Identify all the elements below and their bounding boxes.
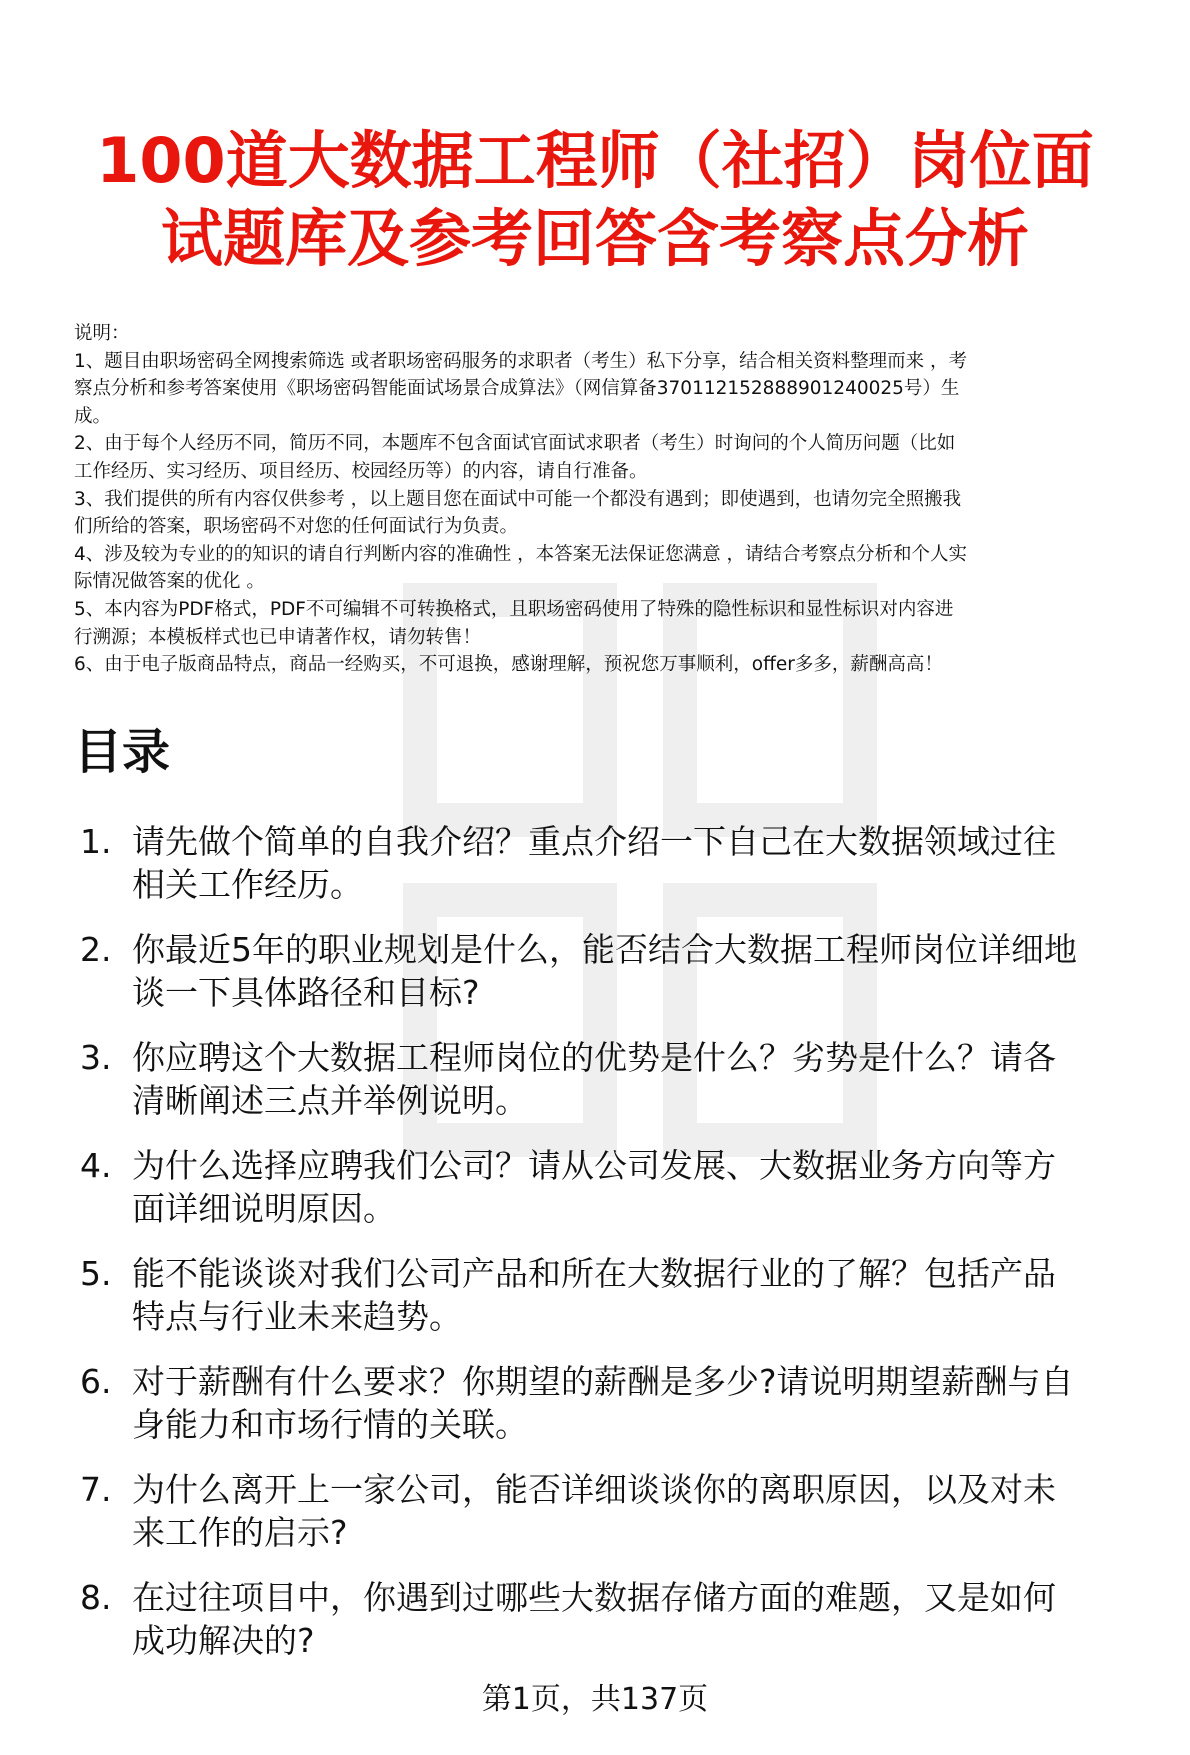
toc-item-text — [132, 1144, 1172, 1230]
toc-item-line: 对于薪酬有什么要求？你期望的薪酬是多少?请说明期望薪酬与自 — [132, 1362, 1074, 1401]
notes-line: 说明： — [74, 323, 130, 344]
toc-item-line: 成功解决的? — [132, 1621, 315, 1660]
toc-item-line: 相关工作经历。 — [132, 865, 363, 904]
toc-item-line: 能不能谈谈对我们公司产品和所在大数据行业的了解？包括产品 — [132, 1254, 1056, 1293]
toc-item-number: 4. — [80, 1146, 112, 1185]
toc-item-text — [132, 1252, 1172, 1338]
toc-item-number: 2. — [80, 930, 112, 969]
notes-line: 工作经历、实习经历、项目经历、校园经历等）的内容，请自行准备。 — [74, 460, 648, 482]
toc-item-line: 身能力和市场行情的关联。 — [132, 1405, 528, 1444]
notes-line: 2、由于每个人经历不同，简历不同，本题库不包含面试官面试求职者（考生）时询问的个人简历问题（比如 — [74, 433, 956, 455]
notes-line: 察点分析和参考答案使用《职场密码智能面试场景合成算法》（网信算备370112152888901240025号）生 — [74, 378, 960, 400]
notes-line: 们所给的答案，职场密码不对您的任何面试行为负责。 — [74, 516, 519, 538]
notes-line: 4、涉及较为专业的的知识的请自行判断内容的准确性 ，本答案无法保证您满意 ，请结合考察点分析和个人实 — [74, 543, 968, 565]
toc-item-line: 在过往项目中，你遇到过哪些大数据存储方面的难题，又是如何 — [132, 1578, 1056, 1617]
toc-item-number: 5. — [80, 1254, 112, 1293]
toc-item-number: 3. — [80, 1038, 112, 1077]
notes-line: 行溯源；本模板样式也已申请著作权，请勿转售！ — [74, 626, 482, 648]
toc-item-number: 1. — [80, 822, 112, 861]
title-line-1: 100道大数据工程师（社招）岗位面 — [96, 124, 1094, 197]
notes-line: 1、题目由职场密码全网搜索筛选 或者职场密码服务的求职者（考生）私下分享，结合相关资料整理而来 ，考 — [74, 350, 968, 372]
page-footer: 第1页，共137页 — [481, 1682, 709, 1717]
toc-item-line: 你最近5年的职业规划是什么，能否结合大数据工程师岗位详细地 — [132, 930, 1077, 969]
toc-heading: 目录 — [74, 724, 171, 780]
toc-item-text — [132, 1036, 1172, 1122]
toc-item-line: 为什么选择应聘我们公司？请从公司发展、大数据业务方向等方 — [132, 1146, 1056, 1185]
notes-section — [74, 320, 1164, 679]
toc-item-line: 面详细说明原因。 — [132, 1189, 396, 1228]
toc-item-text — [132, 928, 1172, 1014]
toc-item-line: 清晰阐述三点并举例说明。 — [132, 1081, 528, 1120]
title-line-2: 试题库及参考回答含考察点分析 — [160, 202, 1029, 275]
toc-item-text — [132, 1360, 1172, 1446]
notes-line: 3、我们提供的所有内容仅供参考 ，以上题目您在面试中可能一个都没有遇到；即使遇到，也请勿完全照搬我 — [74, 488, 962, 510]
toc-item-number: 8. — [80, 1578, 112, 1617]
toc-item-text — [132, 820, 1172, 906]
toc-item-line: 谈一下具体路径和目标? — [132, 973, 480, 1012]
toc-item-line: 请先做个简单的自我介绍？重点介绍一下自己在大数据领域过往 — [132, 822, 1056, 861]
notes-line: 成。 — [74, 405, 112, 427]
toc-item-number: 6. — [80, 1362, 112, 1401]
notes-line: 6、由于电子版商品特点，商品一经购买，不可退换，感谢理解，预祝您万事顺利，offer多多，薪酬高高！ — [74, 654, 943, 676]
toc-item-text — [132, 1468, 1172, 1554]
toc-item-number: 7. — [80, 1470, 112, 1509]
notes-line: 际情况做答案的优化 。 — [74, 571, 265, 593]
toc-item-line: 来工作的启示? — [132, 1513, 348, 1552]
toc-item-line: 为什么离开上一家公司，能否详细谈谈你的离职原因，以及对未 — [132, 1470, 1056, 1509]
toc-item-line: 特点与行业未来趋势。 — [132, 1297, 462, 1336]
document-title — [60, 122, 1130, 278]
notes-line: 5、本内容为PDF格式，PDF不可编辑不可转换格式，且职场密码使用了特殊的隐性标识和显性标识对内容进 — [74, 598, 954, 620]
toc-item-line: 你应聘这个大数据工程师岗位的优势是什么？劣势是什么？请各 — [132, 1038, 1056, 1077]
toc-item-text — [132, 1576, 1172, 1662]
